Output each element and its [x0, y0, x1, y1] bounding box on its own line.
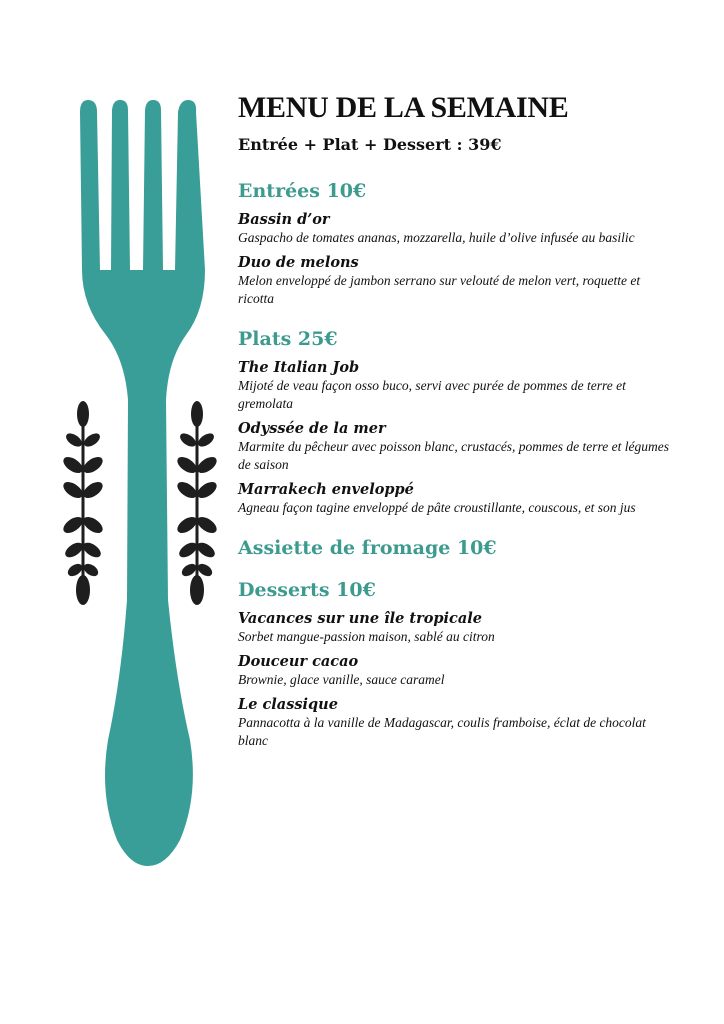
menu-item	[238, 609, 678, 646]
menu-section	[238, 326, 678, 517]
menu-item	[238, 358, 678, 413]
item-description: Marmite du pêcheur avec poisson blanc, crustacés, pommes de terre et légumes de saison	[238, 439, 670, 472]
item-description: Brownie, glace vanille, sauce caramel	[238, 672, 445, 687]
item-name: Douceur cacao	[238, 653, 359, 670]
menu-section	[238, 577, 678, 750]
menu-content	[238, 90, 678, 750]
leaf-sprig-icon	[61, 401, 106, 605]
item-description: Agneau façon tagine enveloppé de pâte croustillante, couscous, et son jus	[238, 500, 636, 515]
menu-item	[238, 695, 678, 750]
menu-item	[238, 253, 678, 308]
item-description: Sorbet mangue-passion maison, sablé au citron	[238, 629, 495, 644]
section-heading: Entrées 10€	[238, 180, 367, 202]
item-description: Melon enveloppé de jambon serrano sur velouté de melon vert, roquette et ricotta	[238, 273, 641, 306]
menu-item	[238, 652, 678, 689]
item-name: Vacances sur une île tropicale	[238, 610, 483, 627]
item-name: Odyssée de la mer	[238, 420, 386, 437]
section-heading: Plats 25€	[238, 328, 338, 350]
section-heading: Assiette de fromage 10€	[238, 537, 497, 559]
leaf-sprig-icon	[175, 401, 220, 605]
item-name: Marrakech enveloppé	[238, 481, 414, 498]
menu-item	[238, 419, 678, 474]
item-description: Gaspacho de tomates ananas, mozzarella, huile d’olive infusée au basilic	[238, 230, 635, 245]
menu-item	[238, 210, 678, 247]
page-title: MENU DE LA SEMAINE	[238, 91, 569, 124]
item-name: Le classique	[238, 696, 338, 713]
menu-section	[238, 535, 678, 561]
item-description: Mijoté de veau façon osso buco, servi avec purée de pommes de terre et gremolata	[238, 378, 626, 411]
menu-formula: Entrée + Plat + Dessert : 39€	[238, 135, 502, 154]
item-name: Duo de melons	[238, 254, 359, 271]
item-name: Bassin d’or	[238, 211, 330, 228]
menu-section	[238, 178, 678, 308]
item-name: The Italian Job	[238, 359, 360, 376]
item-description: Pannacotta à la vanille de Madagascar, coulis framboise, éclat de chocolat blanc	[238, 715, 646, 748]
menu-item	[238, 480, 678, 517]
section-heading: Desserts 10€	[238, 579, 376, 601]
